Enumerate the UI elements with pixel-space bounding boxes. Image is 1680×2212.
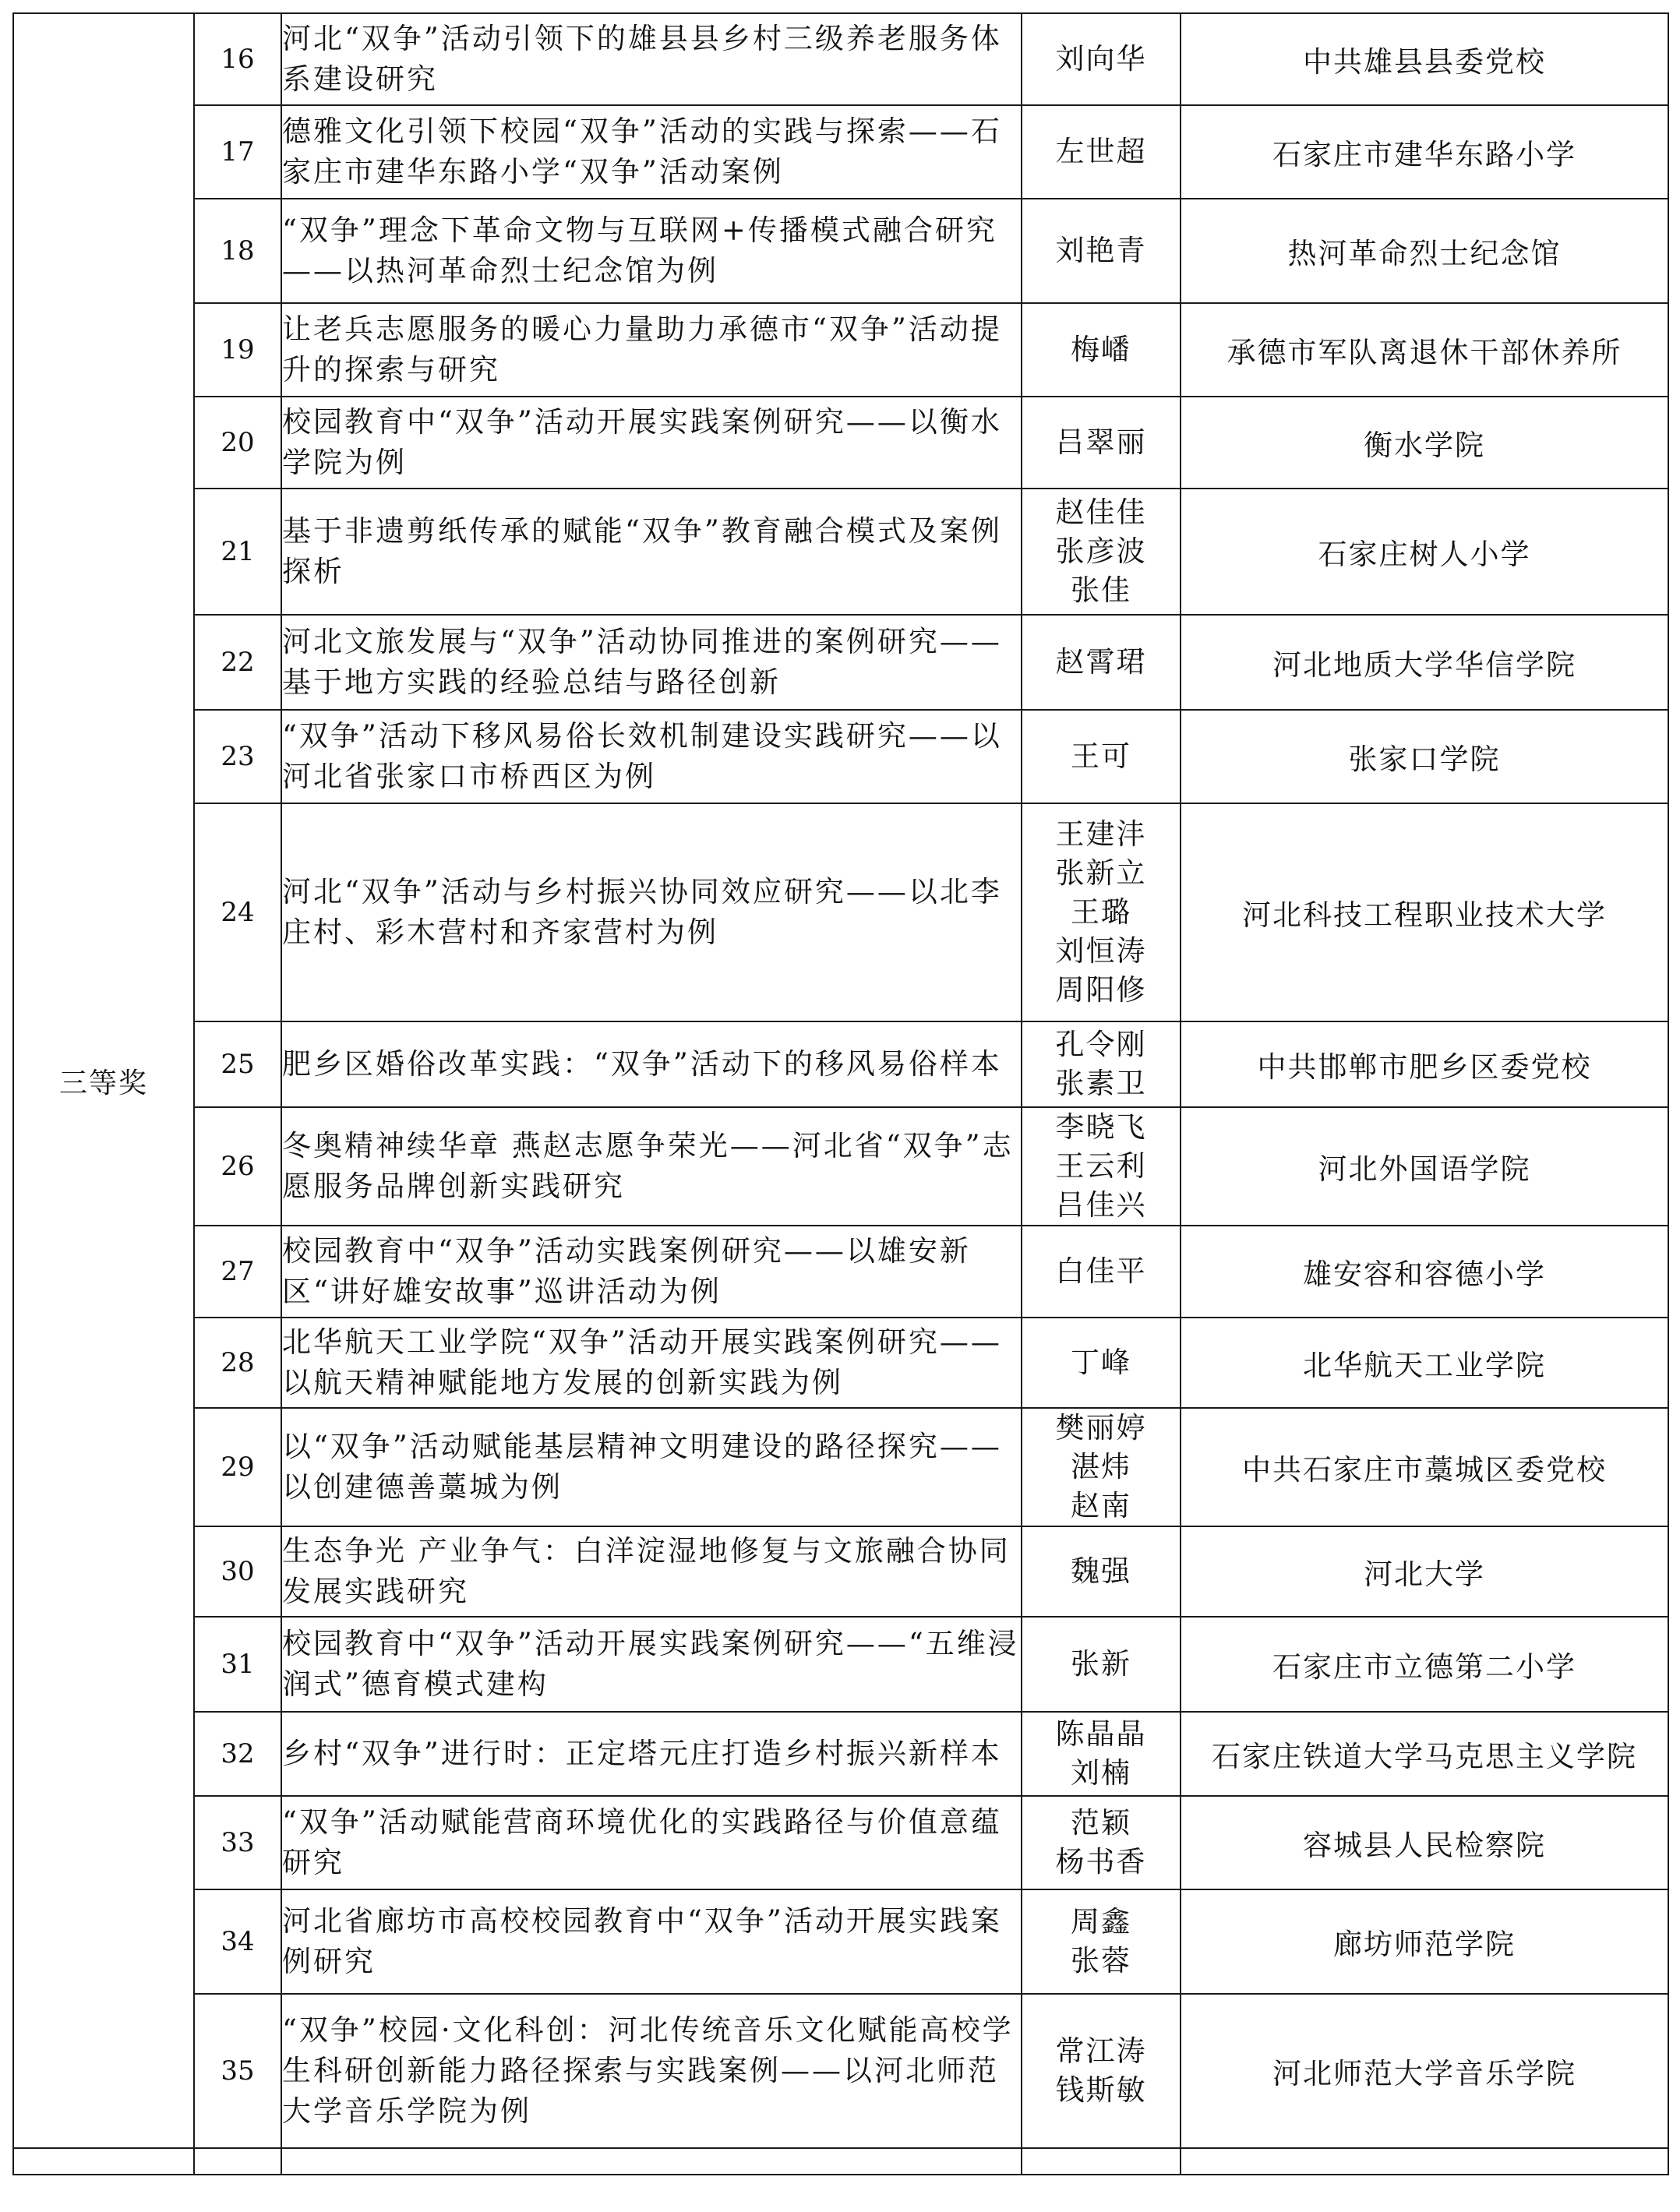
entry-title: 以“双争”活动赋能基层精神文明建设的路径探究——以创建德善藁城为例: [281, 1408, 1022, 1526]
entry-title: 校园教育中“双争”活动实践案例研究——以雄安新区“讲好雄安故事”巡讲活动为例: [281, 1226, 1022, 1318]
entry-organization: 容城县人民检察院: [1181, 1796, 1668, 1889]
entry-organization: 张家口学院: [1181, 710, 1668, 803]
author-name: 魏强: [1071, 1554, 1131, 1588]
entry-authors: [1022, 105, 1181, 199]
author-name: 周鑫: [1071, 1905, 1131, 1939]
author-name: 赵佳佳: [1055, 496, 1147, 529]
entry-title: “双争”活动下移风易俗长效机制建设实践研究——以河北省张家口市桥西区为例: [281, 710, 1022, 803]
entry-organization: 河北外国语学院: [1181, 1107, 1668, 1226]
entry-number: 21: [194, 489, 281, 615]
entry-title: 冬奥精神续华章 燕赵志愿争荣光——河北省“双争”志愿服务品牌创新实践研究: [281, 1107, 1022, 1226]
entry-number: 32: [194, 1712, 281, 1796]
empty-cell: [281, 2148, 1022, 2175]
table-row: [13, 803, 1668, 1021]
empty-cell: [1181, 2148, 1668, 2175]
table-row: [13, 1617, 1668, 1712]
entry-authors: [1022, 1617, 1181, 1712]
entry-number: 34: [194, 1889, 281, 1994]
entry-title: 乡村“双争”进行时：正定塔元庄打造乡村振兴新样本: [281, 1712, 1022, 1796]
entry-authors: [1022, 1712, 1181, 1796]
author-name: 梅嶓: [1071, 333, 1131, 366]
entry-authors: [1022, 1408, 1181, 1526]
entry-number: 20: [194, 397, 281, 489]
author-name: 白佳平: [1055, 1254, 1147, 1288]
table-row: [13, 1526, 1668, 1617]
author-name: 杨书香: [1055, 1845, 1147, 1879]
author-name: 湛炜: [1071, 1450, 1131, 1483]
empty-cell: [13, 2148, 194, 2175]
author-name: 常江涛: [1055, 2034, 1147, 2068]
table-row: [13, 105, 1668, 199]
entry-title: 让老兵志愿服务的暖心力量助力承德市“双争”活动提升的探索与研究: [281, 303, 1022, 397]
entry-authors: [1022, 1796, 1181, 1889]
table-row: [13, 1994, 1668, 2148]
author-name: 左世超: [1055, 135, 1147, 168]
award-level-cell: 三等奖: [13, 13, 194, 2148]
author-name: 李晓飞: [1055, 1110, 1147, 1144]
entry-number: 25: [194, 1021, 281, 1107]
entry-title: 基于非遗剪纸传承的赋能“双争”教育融合模式及案例探析: [281, 489, 1022, 615]
author-name: 王可: [1071, 739, 1131, 773]
entry-authors: [1022, 1318, 1181, 1408]
table-row: [13, 1712, 1668, 1796]
entry-organization: 石家庄树人小学: [1181, 489, 1668, 615]
author-name: 丁峰: [1071, 1346, 1131, 1379]
entry-authors: [1022, 1994, 1181, 2148]
entry-organization: 河北地质大学华信学院: [1181, 615, 1668, 710]
entry-authors: [1022, 13, 1181, 105]
author-name: 樊丽婷: [1055, 1411, 1147, 1445]
author-name: 刘恒涛: [1055, 934, 1147, 968]
awards-table-body: [13, 13, 1668, 2175]
entry-authors: [1022, 615, 1181, 710]
table-row: [13, 615, 1668, 710]
entry-number: 17: [194, 105, 281, 199]
author-name: 赵霄珺: [1055, 645, 1147, 679]
entry-organization: 石家庄市建华东路小学: [1181, 105, 1668, 199]
entry-number: 24: [194, 803, 281, 1021]
entry-number: 30: [194, 1526, 281, 1617]
entry-title: “双争”理念下革命文物与互联网+传播模式融合研究——以热河革命烈士纪念馆为例: [281, 199, 1022, 303]
entry-authors: [1022, 1021, 1181, 1107]
author-name: 张新: [1071, 1647, 1131, 1681]
empty-cell: [1022, 2148, 1181, 2175]
author-name: 王建沣: [1055, 817, 1147, 851]
entry-title: 肥乡区婚俗改革实践：“双争”活动下的移风易俗样本: [281, 1021, 1022, 1107]
author-name: 范颖: [1071, 1806, 1131, 1840]
entry-organization: 石家庄铁道大学马克思主义学院: [1181, 1712, 1668, 1796]
author-name: 张新立: [1055, 856, 1147, 890]
entry-authors: [1022, 397, 1181, 489]
author-name: 钱斯敏: [1055, 2073, 1147, 2107]
author-name: 赵南: [1071, 1489, 1131, 1522]
entry-title: 德雅文化引领下校园“双争”活动的实践与探索——石家庄市建华东路小学“双争”活动案例: [281, 105, 1022, 199]
table-row: [13, 13, 1668, 105]
entry-number: 29: [194, 1408, 281, 1526]
table-row: [13, 1226, 1668, 1318]
author-name: 刘楠: [1071, 1756, 1131, 1790]
entry-title: 校园教育中“双争”活动开展实践案例研究——以衡水学院为例: [281, 397, 1022, 489]
table-row: [13, 1021, 1668, 1107]
entry-number: 31: [194, 1617, 281, 1712]
entry-authors: [1022, 1107, 1181, 1226]
table-row-continuation: [13, 2148, 1668, 2175]
table-row: [13, 303, 1668, 397]
entry-organization: 热河革命烈士纪念馆: [1181, 199, 1668, 303]
entry-title: “双争”活动赋能营商环境优化的实践路径与价值意蕴研究: [281, 1796, 1022, 1889]
entry-authors: [1022, 303, 1181, 397]
entry-title: 生态争光 产业争气：白洋淀湿地修复与文旅融合协同发展实践研究: [281, 1526, 1022, 1617]
entry-organization: 河北科技工程职业技术大学: [1181, 803, 1668, 1021]
table-row: [13, 1408, 1668, 1526]
entry-number: 28: [194, 1318, 281, 1408]
author-name: 王璐: [1071, 895, 1131, 929]
table-row: [13, 1107, 1668, 1226]
author-name: 刘向华: [1055, 42, 1147, 76]
entry-organization: 雄安容和容德小学: [1181, 1226, 1668, 1318]
author-name: 孔令刚: [1055, 1028, 1147, 1061]
entry-authors: [1022, 199, 1181, 303]
author-name: 张素卫: [1055, 1067, 1147, 1100]
empty-cell: [194, 2148, 281, 2175]
author-name: 张彦波: [1055, 534, 1147, 568]
entry-number: 23: [194, 710, 281, 803]
entry-organization: 中共雄县县委党校: [1181, 13, 1668, 105]
entry-authors: [1022, 489, 1181, 615]
author-name: 刘艳青: [1055, 234, 1147, 267]
table-row: [13, 1796, 1668, 1889]
entry-organization: 衡水学院: [1181, 397, 1668, 489]
entry-title: 河北“双争”活动与乡村振兴协同效应研究——以北李庄村、彩木营村和齐家营村为例: [281, 803, 1022, 1021]
author-name: 吕佳兴: [1055, 1188, 1147, 1222]
entry-title: 河北省廊坊市高校校园教育中“双争”活动开展实践案例研究: [281, 1889, 1022, 1994]
entry-authors: [1022, 1889, 1181, 1994]
entry-title: “双争”校园·文化科创：河北传统音乐文化赋能高校学生科研创新能力路径探索与实践案例——以河北师范大学音乐学院为例: [281, 1994, 1022, 2148]
entry-number: 16: [194, 13, 281, 105]
entry-authors: [1022, 803, 1181, 1021]
entry-title: 河北“双争”活动引领下的雄县县乡村三级养老服务体系建设研究: [281, 13, 1022, 105]
author-name: 王云利: [1055, 1149, 1147, 1183]
entry-number: 26: [194, 1107, 281, 1226]
entry-number: 27: [194, 1226, 281, 1318]
table-row: [13, 710, 1668, 803]
entry-organization: 石家庄市立德第二小学: [1181, 1617, 1668, 1712]
table-row: [13, 397, 1668, 489]
entry-organization: 河北师范大学音乐学院: [1181, 1994, 1668, 2148]
entry-title: 北华航天工业学院“双争”活动开展实践案例研究——以航天精神赋能地方发展的创新实践为例: [281, 1318, 1022, 1408]
entry-title: 校园教育中“双争”活动开展实践案例研究——“五维浸润式”德育模式建构: [281, 1617, 1022, 1712]
table-row: [13, 1318, 1668, 1408]
entry-organization: 北华航天工业学院: [1181, 1318, 1668, 1408]
awards-table: [12, 12, 1669, 2175]
entry-organization: 中共石家庄市藁城区委党校: [1181, 1408, 1668, 1526]
entry-organization: 河北大学: [1181, 1526, 1668, 1617]
entry-number: 35: [194, 1994, 281, 2148]
entry-authors: [1022, 1526, 1181, 1617]
entry-number: 19: [194, 303, 281, 397]
entry-organization: 承德市军队离退休干部休养所: [1181, 303, 1668, 397]
author-name: 张佳: [1071, 573, 1131, 607]
entry-number: 33: [194, 1796, 281, 1889]
entry-authors: [1022, 1226, 1181, 1318]
author-name: 陈晶晶: [1055, 1717, 1147, 1751]
author-name: 吕翠丽: [1055, 425, 1147, 459]
entry-organization: 廊坊师范学院: [1181, 1889, 1668, 1994]
table-row: [13, 199, 1668, 303]
entry-authors: [1022, 710, 1181, 803]
table-row: [13, 489, 1668, 615]
entry-number: 18: [194, 199, 281, 303]
author-name: 周阳修: [1055, 973, 1147, 1007]
author-name: 张蓉: [1071, 1944, 1131, 1977]
entry-title: 河北文旅发展与“双争”活动协同推进的案例研究——基于地方实践的经验总结与路径创新: [281, 615, 1022, 710]
entry-organization: 中共邯郸市肥乡区委党校: [1181, 1021, 1668, 1107]
table-row: [13, 1889, 1668, 1994]
entry-number: 22: [194, 615, 281, 710]
